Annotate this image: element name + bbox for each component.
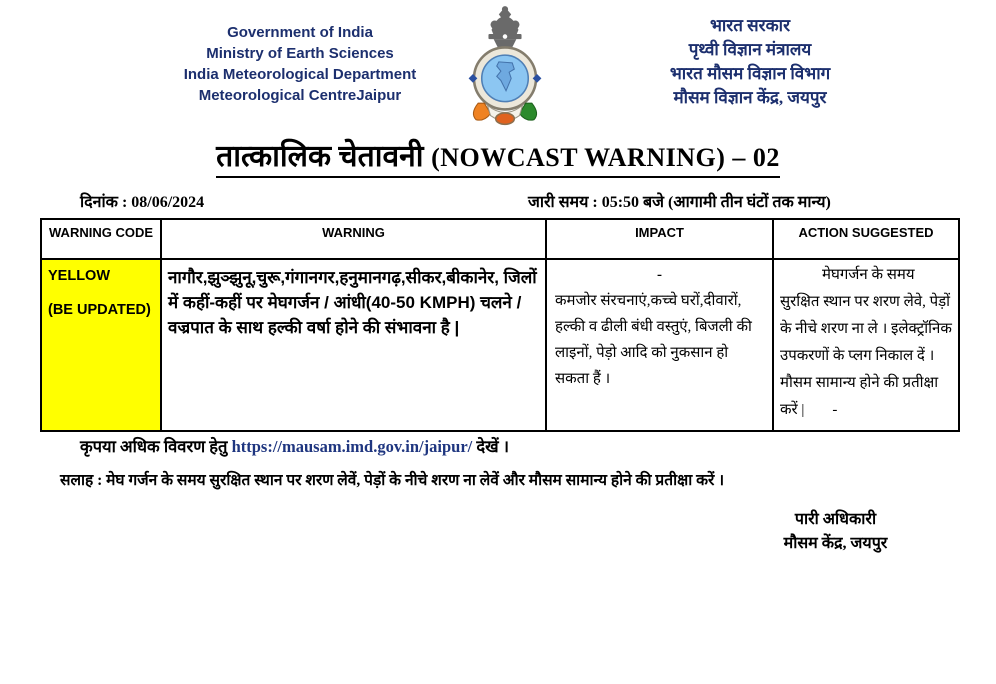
issue-time: जारी समय : 05:50 बजे (आगामी तीन घंटों तक मान्य)	[528, 194, 831, 211]
centre-line: Meteorological CentreJaipur	[198, 87, 402, 104]
warning-table	[40, 218, 960, 432]
action-text: मेघगर्जन के समय सुरक्षित स्थान पर शरण लेवे, पेड़ों के नीचे शरण ना ले । इलेक्ट्रॉनिक उपकरणों के प्लग निकाल दें । मौसम सामान्य होने की प्रतीक्षा करें |	[780, 267, 952, 418]
header-impact: IMPACT	[546, 219, 773, 259]
more-info-line	[80, 434, 509, 457]
warning-text: नागौर,झुञ्झुनू,चुरू,गंगानगर,हनुमानगढ़,सीकर,बीकानेर, जिलों में कहीं-कहीं पर मेघगर्जन / आंधी(40-50 KMPH) चलने /वज्रपात के साथ हल्की वर्षा होने की संभावना है |	[168, 268, 537, 337]
gov-of-india-line: Government of India	[227, 24, 373, 41]
table-header-row	[41, 219, 959, 259]
header-action-suggested: ACTION SUGGESTED	[773, 219, 959, 259]
action-suggested-cell	[773, 259, 959, 431]
title-english: (NOWCAST WARNING) – 02	[431, 143, 780, 172]
action-dash: -	[832, 402, 838, 418]
header-hindi	[625, 14, 875, 110]
warning-code-cell	[41, 259, 161, 431]
prithvi-vigyan-line: पृथ्वी विज्ञान मंत्रालय	[688, 40, 812, 59]
kendra-jaipur-line: मौसम विज्ञान केंद्र, जयपुर	[673, 88, 827, 107]
issue-date: दिनांक : 08/06/2024	[80, 194, 205, 211]
mausam-jaipur-link[interactable]: https://mausam.imd.gov.in/jaipur/	[231, 437, 473, 456]
mausam-vibhag-line: भारत मौसम विज्ञान विभाग	[669, 64, 831, 83]
header-warning: WARNING	[161, 219, 546, 259]
imd-logo	[452, 4, 558, 128]
warning-code-note: (BE UPDATED)	[48, 302, 151, 318]
imd-emblem-icon	[452, 4, 558, 128]
warning-code-value: YELLOW	[48, 268, 111, 284]
signature-block	[718, 508, 953, 556]
warning-text-cell	[161, 259, 546, 431]
impact-text: कमजोर संरचनाएं,कच्चे घरों,दीवारों, हल्की व ढीली बंधी वस्तुएं, बिजली की लाइनों, पेड़ो आदि को नुकसान हो सकता हैं ।	[555, 293, 752, 387]
signature-office: मौसम केंद्र, जयपुर	[783, 535, 888, 552]
title-hindi: तात्कालिक चेतावनी	[216, 140, 432, 173]
impact-cell	[546, 259, 773, 431]
more-info-suffix: देखें ।	[472, 437, 509, 456]
header-english	[140, 22, 460, 106]
more-info-prefix: कृपया अधिक विवरण हेतु	[80, 437, 232, 456]
impact-dash: -	[657, 267, 662, 283]
table-row	[41, 259, 959, 431]
bharat-sarkar-line: भारत सरकार	[709, 16, 791, 35]
document-title	[0, 134, 996, 178]
advice-line: सलाह : मेघ गर्जन के समय सुरक्षित स्थान पर शरण लेवें, पेड़ों के नीचे शरण ना लेवें और मौसम सामान्य होने की प्रतीक्षा करें ।	[60, 472, 725, 489]
header-warning-code: WARNING CODE	[41, 219, 161, 259]
signature-officer: पारी अधिकारी	[794, 511, 877, 528]
imd-line: India Meteorological Department	[183, 66, 417, 83]
ministry-line: Ministry of Earth Sciences	[206, 45, 394, 62]
